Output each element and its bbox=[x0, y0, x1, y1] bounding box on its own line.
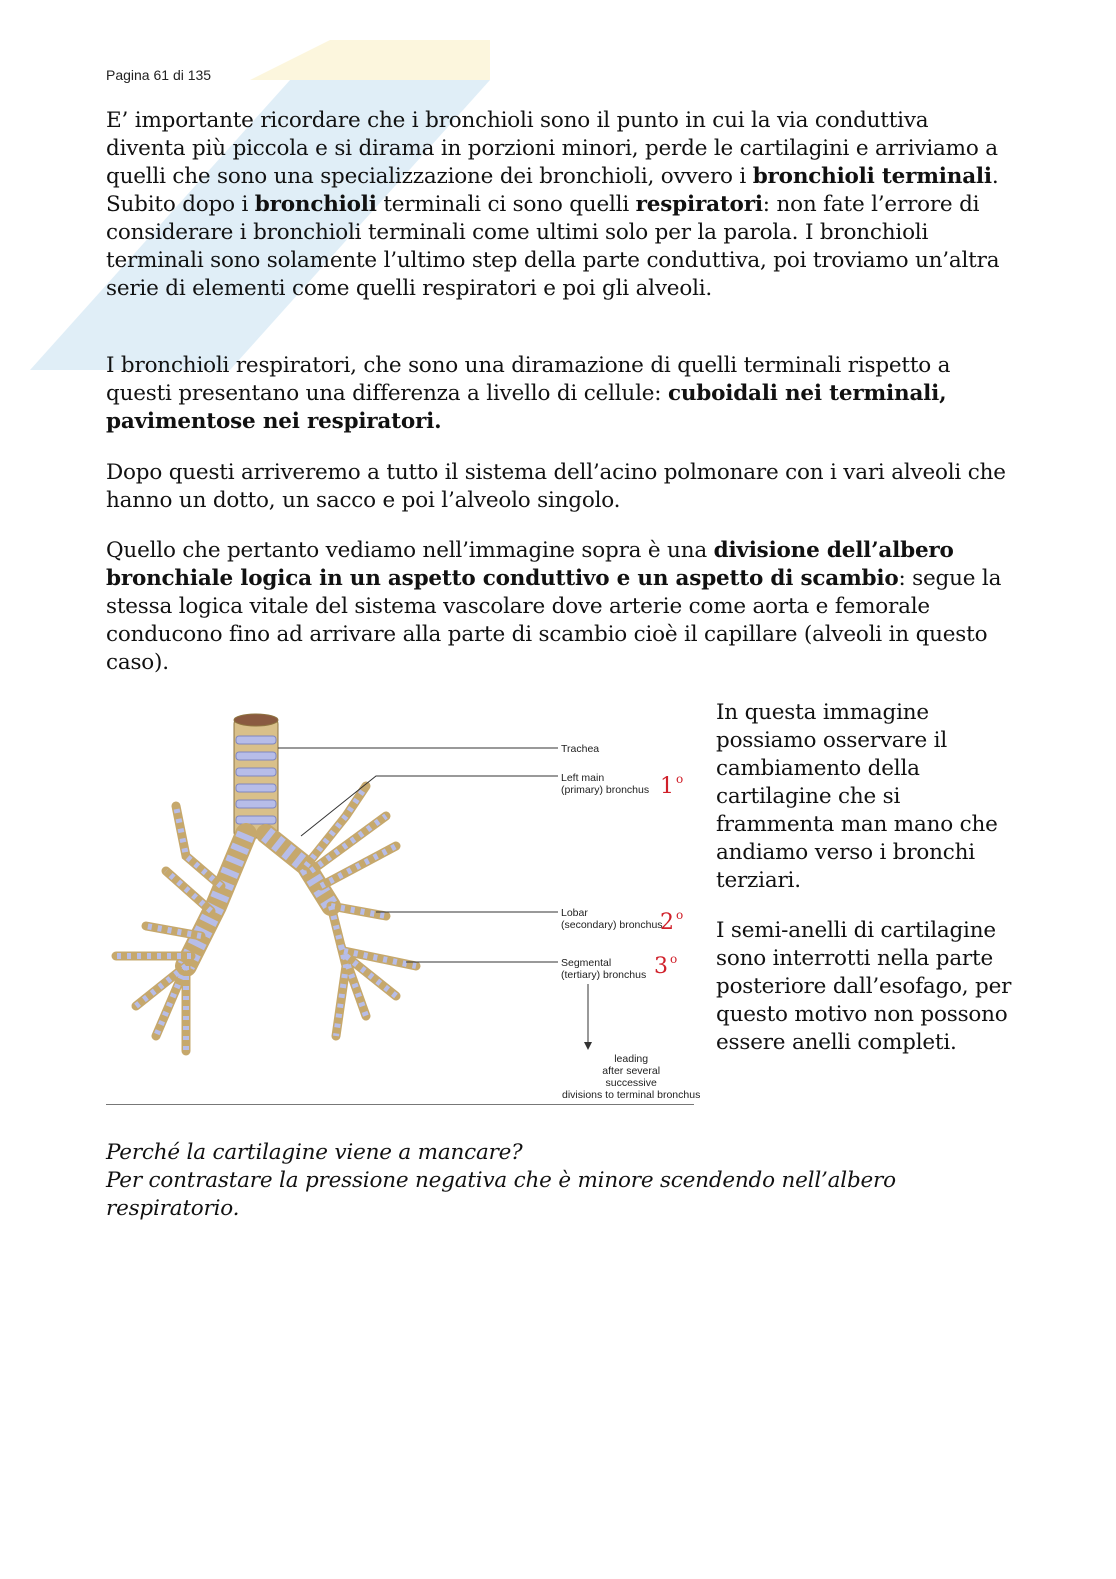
answer: Per contrastare la pressione negativa che è minore scendendo nell’albero respiratorio. bbox=[106, 1168, 896, 1221]
label-left-main-bronchus: Left main (primary) bronchus bbox=[561, 772, 650, 796]
side-text-semi-rings: I semi-anelli di cartilagine sono interrotti nella parte posteriore dall’esofago, per questo motivo non possono essere anelli completi. bbox=[716, 918, 1012, 1055]
question: Perché la cartilagine viene a mancare? bbox=[106, 1140, 523, 1165]
label-segmental-bronchus: Segmental (tertiary) bronchus bbox=[561, 957, 647, 981]
side-text-cartilage-change: In questa immagine possiamo osservare il cambiamento della cartilagine che si frammenta man mano che andiamo verso i bronchi terziari. bbox=[716, 700, 998, 893]
paragraph-acinus: Dopo questi arriveremo a tutto il sistema dell’acino polmonare con i vari alveoli che hanno un dotto, un sacco e poi l’alveolo singolo. bbox=[106, 460, 1006, 513]
ordinal-primary: 1 $^o$ bbox=[660, 772, 684, 799]
ordinal-tertiary: 3 $^o$ bbox=[654, 952, 678, 979]
bronchial-tree-figure bbox=[106, 706, 701, 1105]
ordinal-secondary: 2 $^o$ bbox=[660, 908, 684, 935]
question-answer bbox=[106, 1139, 1006, 1223]
label-trachea: Trachea bbox=[561, 743, 600, 755]
para-respiratory-bronchioles: Subito dopo i bronchioli terminali ci sono quelli respiratori: non fate l’errore di considerare i bronchioli terminali come ultimi solo per la parola. I bronchioli terminali sono solamente l’ultimo step della parte conduttiva, poi troviamo un’altra serie di elementi come quelli respiratori e poi gli alveoli. bbox=[106, 192, 1000, 301]
paragraph-cell-difference: I bronchioli respiratori, che sono una diramazione di quelli terminali rispetto a questi presentano una differenza a livello di cellule: cuboidali nei terminali, pavimentose nei respiratori. bbox=[106, 353, 951, 434]
paragraph-bronchioles bbox=[106, 107, 1006, 303]
para-terminal-bronchioles: E’ importante ricordare che i bronchioli sono il punto in cui la via conduttiva diventa più piccola e si dirama in porzioni minori, perde le cartilagini e arriviamo a quelli che sono una specializzazione dei bronchioli, ovvero i bronchioli terminali. bbox=[106, 108, 999, 189]
page-number: Pagina 61 di 135 bbox=[106, 67, 212, 83]
label-leading-terminal: leading after several successive divisions to terminal bronchus bbox=[562, 1053, 701, 1101]
bronchial-tree-illustration bbox=[106, 706, 694, 1102]
paragraph-division: Quello che pertanto vediamo nell’immagine sopra è una divisione dell’albero bronchiale logica in un aspetto conduttivo e un aspetto di scambio: segue la stessa logica vitale del sistema vascolare dove arterie come aorta e femorale conducono fino ad arrivare alla parte di scambio cioè il capillare (alveoli in questo caso). bbox=[106, 538, 1002, 675]
label-lobar-bronchus: Lobar (secondary) bronchus bbox=[561, 907, 663, 931]
